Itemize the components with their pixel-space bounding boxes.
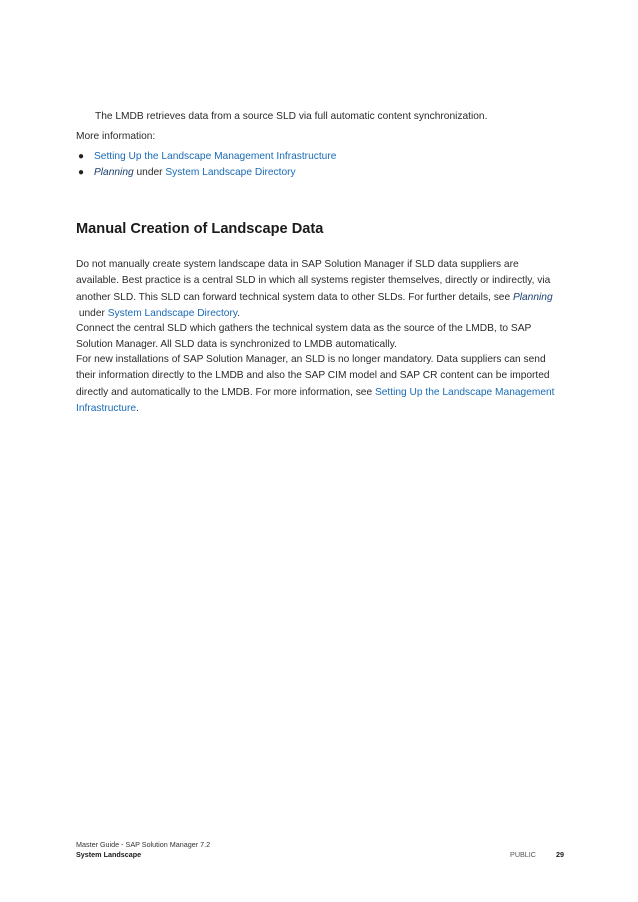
paragraph-1-text: Do not manually create system landscape data in SAP Solution Manager if SLD data suppliers are available. Best practice is a central SLD in which all systems register themselves, directly or indirectly, via another SLD. This SLD can forward technical system data to other SLDs. For further details, see bbox=[76, 259, 551, 303]
more-information-list bbox=[76, 149, 556, 182]
paragraph-2: Connect the central SLD which gathers the technical system data as the source of the LMDB, to SAP Solution Manager. All SLD data is synchronized to LMDB automatically. bbox=[76, 323, 532, 351]
link-setting-up-landscape[interactable]: Setting Up the Landscape Management Infrastructure bbox=[94, 151, 337, 162]
paragraph-1-end: . bbox=[237, 308, 241, 320]
footer-section-name: System Landscape bbox=[76, 850, 142, 859]
connector-text: under bbox=[133, 167, 166, 179]
list-item bbox=[76, 149, 556, 165]
footer-right bbox=[510, 850, 564, 860]
footer-doc-title: Master Guide - SAP Solution Manager 7.2 bbox=[76, 840, 211, 849]
more-information-label: More information: bbox=[76, 131, 156, 142]
classification-label: PUBLIC bbox=[510, 850, 536, 859]
bullet-icon: ● bbox=[78, 167, 85, 179]
link-system-landscape-directory[interactable]: System Landscape Directory bbox=[107, 308, 238, 320]
planning-ref[interactable]: Planning bbox=[512, 291, 553, 303]
section-heading: Manual Creation of Landscape Data bbox=[76, 221, 324, 237]
planning-ref[interactable]: Planning bbox=[94, 167, 134, 179]
list-item bbox=[76, 165, 556, 181]
page-footer bbox=[76, 840, 564, 860]
intro-text: The LMDB retrieves data from a source SLD via full automatic content synchronization. bbox=[95, 111, 488, 122]
page-number: 29 bbox=[556, 850, 564, 859]
paragraph-3-end: . bbox=[136, 403, 139, 415]
link-setting-up-landscape[interactable]: Setting Up the Landscape Management Infrastructure bbox=[76, 386, 555, 415]
paragraph-3 bbox=[76, 352, 556, 418]
connector-text: under bbox=[76, 308, 108, 320]
link-system-landscape-directory[interactable]: System Landscape Directory bbox=[165, 167, 296, 179]
paragraph-1 bbox=[76, 257, 556, 323]
paragraph-3-text: For new installations of SAP Solution Manager, an SLD is no longer mandatory. Data suppliers can send their information directly to the LMDB and also the SAP CIM model and SAP CR content can be imported directly and automatically to the LMDB. For more information, see bbox=[76, 354, 550, 398]
bullet-icon: ● bbox=[78, 151, 85, 162]
